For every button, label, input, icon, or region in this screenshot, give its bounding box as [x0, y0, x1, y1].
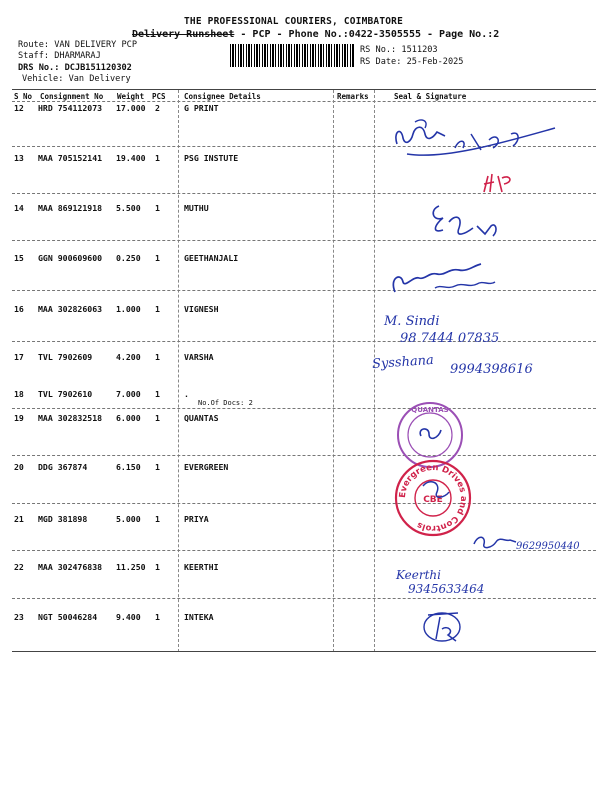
row-consignee: MUTHU — [184, 203, 209, 213]
row-consignee: PSG INSTUTE — [184, 153, 239, 163]
row-weight: 11.250 — [116, 562, 146, 572]
cbe-stamp-text: CBE — [423, 495, 443, 505]
row-weight: 5.000 — [116, 514, 141, 524]
runsheet-label: Delivery Runsheet — [132, 29, 235, 40]
row-pcs: 1 — [155, 203, 160, 213]
table-top-border — [12, 89, 596, 90]
barcode — [230, 44, 354, 67]
handwritten-name-row16: M. Sindi — [384, 314, 440, 329]
row-consignment: HRD 754112073 — [38, 103, 103, 113]
header-bottom-rule — [12, 101, 596, 102]
signature-row21 — [470, 528, 520, 554]
row-consignee: VARSHA — [184, 352, 214, 362]
row-pcs: 1 — [155, 253, 160, 263]
row-pcs: 1 — [155, 562, 160, 572]
row-pcs: 1 — [155, 612, 160, 622]
row-consignee: PRIYA — [184, 514, 209, 524]
handwritten-phone-row21: 9629950440 — [516, 541, 580, 552]
row-weight: 9.400 — [116, 612, 141, 622]
no-of-docs: No.Of Docs: 2 — [198, 399, 253, 407]
row-consignee: . — [184, 389, 189, 399]
handwritten-name-row22: Keerthi — [396, 568, 441, 582]
row-consignment: TVL 7902609 — [38, 352, 93, 362]
row-weight: 6.000 — [116, 413, 141, 423]
company-title: THE PROFESSIONAL COURIERS, COIMBATORE — [184, 16, 404, 27]
col-header-remarks: Remarks — [337, 92, 369, 101]
row-sno: 22 — [14, 562, 24, 572]
row-consignment: MAA 705152141 — [38, 153, 103, 163]
row-pcs: 2 — [155, 103, 160, 113]
row-consignee: GEETHANJALI — [184, 253, 239, 263]
row-separator — [12, 341, 596, 342]
row-consignment: TVL 7902610 — [38, 389, 93, 399]
row-consignee: KEERTHI — [184, 562, 219, 572]
col-header-pcs: PCS — [152, 92, 166, 101]
row-sno: 17 — [14, 352, 24, 362]
route-field: Route: VAN DELIVERY PCP — [18, 40, 137, 50]
row-consignment: DDG 367874 — [38, 462, 88, 472]
evergreen-stamp-text: Evergreen Drives and Controls — [397, 462, 469, 534]
staff-field: Staff: DHARMARAJ — [18, 51, 101, 61]
row-sno: 20 — [14, 462, 24, 472]
row-separator — [12, 290, 596, 291]
rs-date: RS Date: 25-Feb-2025 — [360, 57, 464, 67]
row-pcs: 1 — [155, 153, 160, 163]
vehicle-field: Vehicle: Van Delivery — [22, 74, 131, 84]
row-separator — [12, 503, 596, 504]
row-weight: 0.250 — [116, 253, 141, 263]
signature-row23 — [418, 605, 468, 647]
row-consignment: MAA 869121918 — [38, 203, 103, 213]
row-sno: 14 — [14, 203, 24, 213]
signature-row12 — [385, 112, 560, 164]
signature-row14 — [425, 200, 505, 250]
evergreen-stamp — [393, 458, 473, 538]
col-header-consignment: Consignment No — [40, 92, 104, 101]
row-pcs: 1 — [155, 514, 160, 524]
row-consignment: MGD 381898 — [38, 514, 88, 524]
row-weight: 19.400 — [116, 153, 146, 163]
row-weight: 1.000 — [116, 304, 141, 314]
row-sno: 21 — [14, 514, 24, 524]
row-weight: 17.000 — [116, 103, 146, 113]
row-separator — [12, 408, 596, 409]
row-weight: 7.000 — [116, 389, 141, 399]
row-weight: 4.200 — [116, 352, 141, 362]
row-sno: 15 — [14, 253, 24, 263]
row-separator — [12, 240, 596, 241]
row-consignee: EVERGREEN — [184, 462, 229, 472]
table-bottom-border — [12, 651, 596, 652]
row-pcs: 1 — [155, 413, 160, 423]
row-consignee: QUANTAS — [184, 413, 219, 423]
row-weight: 6.150 — [116, 462, 141, 472]
row-pcs: 1 — [155, 352, 160, 362]
row-sno: 16 — [14, 304, 24, 314]
drs-label: DRS No.: — [18, 63, 60, 73]
drs-value: DCJB151120302 — [64, 63, 132, 73]
row-weight: 5.500 — [116, 203, 141, 213]
row-consignment: GGN 900609600 — [38, 253, 103, 263]
quantas-seal-text: QUANTAS — [411, 406, 449, 414]
row-pcs: 1 — [155, 304, 160, 314]
row-sno: 18 — [14, 389, 24, 399]
row-consignee: VIGNESH — [184, 304, 219, 314]
row-consignment: NGT 50046284 — [38, 612, 98, 622]
row-consignment: MAA 302832518 — [38, 413, 103, 423]
col-header-weight: Weight — [117, 92, 145, 101]
row-pcs: 1 — [155, 462, 160, 472]
handwritten-name-row17: Sysshana — [371, 352, 435, 373]
row-sno: 23 — [14, 612, 24, 622]
row-consignment: MAA 302826063 — [38, 304, 103, 314]
mark-row13 — [480, 170, 520, 196]
column-divider — [333, 90, 334, 652]
row-consignee: INTEKA — [184, 612, 214, 622]
row-sno: 12 — [14, 103, 24, 113]
runsheet-phone-page: - PCP - Phone No.:0422-3505555 - Page No.:2 — [234, 29, 500, 40]
column-divider — [178, 90, 179, 652]
runsheet-subtitle — [132, 29, 499, 40]
signature-row15 — [385, 248, 505, 300]
col-header-seal: Seal & Signature — [394, 92, 467, 101]
row-consignment: MAA 302476838 — [38, 562, 103, 572]
row-separator — [12, 455, 596, 456]
rs-number: RS No.: 1511203 — [360, 45, 438, 55]
row-sno: 19 — [14, 413, 24, 423]
row-sno: 13 — [14, 153, 24, 163]
row-pcs: 1 — [155, 389, 160, 399]
col-header-sno: S No — [14, 92, 33, 101]
row-consignee: G PRINT — [184, 103, 219, 113]
handwritten-phone-row16: 98 7444 07835 — [400, 331, 500, 346]
handwritten-phone-row22: 9345633464 — [408, 582, 485, 596]
drs-field — [18, 63, 132, 73]
handwritten-phone-row17: 9994398616 — [450, 362, 533, 377]
row-separator — [12, 598, 596, 599]
col-header-consignee: Consignee Details — [184, 92, 261, 101]
